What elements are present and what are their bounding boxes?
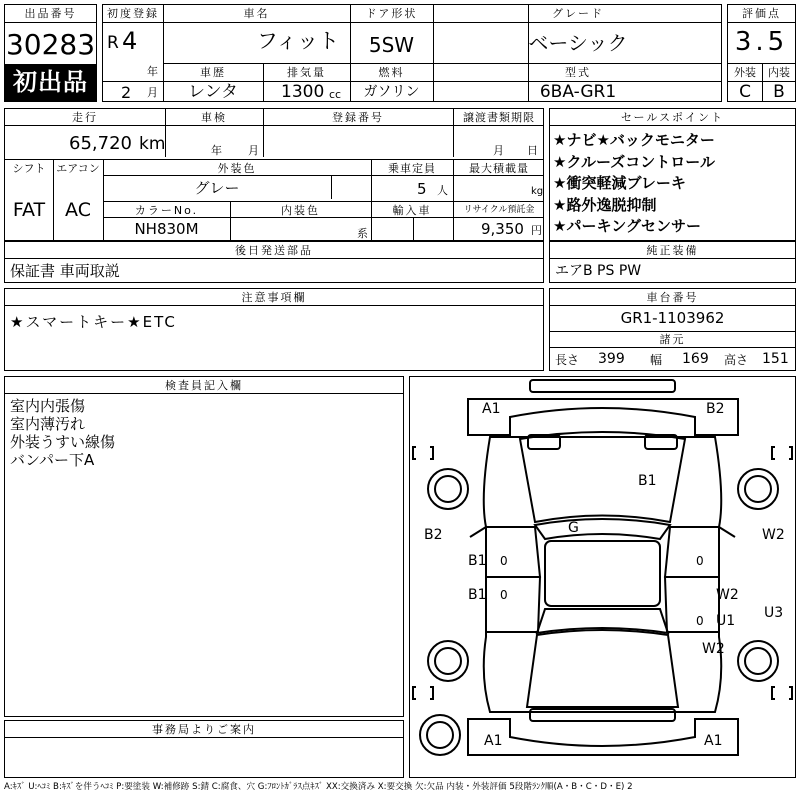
car-name: フィット	[256, 29, 340, 53]
mark-right-front-door: W2	[716, 587, 739, 603]
sales-points-label: セールスポイント	[620, 111, 724, 124]
first-registration-label: 初度登録	[107, 7, 159, 20]
mark-hood: B1	[638, 473, 657, 489]
later-parts: 保証書 車両取説	[10, 262, 120, 280]
door-handle-mark: 0	[696, 614, 704, 628]
mileage-label: 走行	[72, 111, 98, 124]
interior-color-label: 内装色	[281, 204, 320, 217]
interior-label: 内装	[768, 66, 790, 79]
caution-box	[4, 288, 544, 371]
capacity: 5	[417, 180, 427, 198]
sales-points-list	[553, 130, 715, 238]
displacement: 1300	[281, 82, 325, 102]
car-name-label: 車名	[243, 7, 270, 20]
width-label: 幅	[650, 353, 663, 367]
exterior-label: 外装	[734, 66, 756, 79]
mark-rear-left: A1	[484, 733, 503, 749]
length: 399	[598, 351, 625, 367]
transfer-month-unit: 月	[493, 144, 504, 157]
inspector-note: 室内薄汚れ	[10, 415, 86, 433]
first-listing-badge: 初出品	[4, 64, 97, 102]
capacity-label: 乗車定員	[388, 162, 436, 175]
caution-notes: ★スマートキー★ETC	[10, 313, 177, 331]
inspector-box	[4, 376, 404, 717]
mileage-unit: km	[139, 134, 166, 154]
model-code: 6BA-GR1	[539, 82, 617, 102]
capacity-unit: 人	[437, 184, 448, 197]
mark-left-rear-door: B1	[468, 587, 487, 603]
year-unit: 年	[147, 65, 158, 78]
length-label: 長さ	[555, 353, 580, 367]
mark-roof: G	[568, 520, 579, 536]
height-label: 高さ	[724, 353, 749, 367]
registration-month: 2	[121, 83, 132, 102]
model-label: 型式	[565, 66, 591, 79]
lot-number: 30283	[5, 28, 96, 61]
mark-right-rear-door: U1	[716, 613, 736, 629]
displacement-label: 排気量	[287, 66, 326, 79]
history: レンタ	[188, 82, 238, 102]
ac-label: エアコン	[56, 162, 100, 175]
exterior-grade: C	[739, 82, 751, 102]
office-notice-label: 事務局よりご案内	[152, 723, 256, 736]
door-handle-mark: 0	[500, 588, 508, 602]
exterior-color-label: 外装色	[217, 162, 257, 175]
color-number: NH830M	[134, 220, 199, 238]
max-load-unit: kg	[531, 186, 544, 197]
score: 3.5	[734, 27, 789, 57]
shift: FAT	[12, 199, 46, 221]
max-load-label: 最大積載量	[469, 162, 529, 175]
mark-front-left: A1	[482, 401, 501, 417]
door-handle-mark: 0	[696, 554, 704, 568]
transfer-day-unit: 日	[527, 144, 538, 157]
registration-year: 4	[122, 27, 138, 55]
caution-label: 注意事項欄	[241, 291, 307, 304]
mileage: 65,720	[69, 133, 132, 154]
specs-label: 諸元	[659, 333, 686, 346]
later-parts-box	[4, 241, 544, 283]
door-label: ドア形状	[365, 7, 418, 20]
inspector-note: バンパー下A	[10, 451, 95, 469]
shift-label: シフト	[12, 162, 46, 175]
color-number-label: カラーNo.	[134, 204, 199, 217]
door-handle-mark: 0	[500, 554, 508, 568]
month-unit: 月	[147, 86, 158, 99]
ac: AC	[65, 199, 91, 221]
sales-point: ★クルーズコントロール	[553, 152, 715, 171]
mark-right-side: W2	[762, 527, 785, 543]
inspection-month-unit: 月	[248, 144, 259, 157]
inspector-note: 外装うすい線傷	[10, 433, 116, 451]
legend: A:ｷｽﾞ U:ﾍｺﾐ B:ｷｽﾞを伴うﾍｺﾐ P:要塗装 W:補修跡 S:錆 C:腐食、穴 G:ﾌﾛﾝﾄｶﾞﾗｽ点ｷｽﾞ XX:交換済み X:要交換 欠:欠品 内装・外装評価 5段階ﾗﾝｸ順(A・B・C・D・E) 2	[4, 782, 633, 792]
mark-front-right: B2	[706, 401, 725, 417]
sales-point: ★パーキングセンサー	[553, 217, 701, 235]
recycle-label: リサイクル預託金	[463, 205, 535, 215]
mark-rear-quarter: W2	[702, 641, 725, 657]
recycle-unit: 円	[531, 224, 542, 237]
import-label: 輸入車	[392, 204, 432, 217]
door-type: 5SW	[368, 33, 415, 57]
exterior-color: グレー	[194, 179, 240, 197]
sales-point: ★ナビ★バックモニター	[553, 131, 715, 149]
plate-label: 登録番号	[332, 111, 384, 124]
mark-left-front-door: B1	[468, 553, 487, 569]
grade: ベーシック	[528, 31, 628, 55]
equipment-label: 純正装備	[646, 244, 699, 257]
inspector-notes	[10, 397, 115, 469]
score-label: 評価点	[742, 7, 781, 20]
era: R	[107, 33, 119, 53]
inspector-label: 検査員記入欄	[165, 379, 243, 392]
sales-point: ★路外逸脱抑制	[553, 195, 657, 214]
car-diagram	[409, 376, 796, 778]
lot-number-label: 出品番号	[24, 7, 77, 20]
inspection-year-unit: 年	[211, 144, 222, 157]
history-label: 車歴	[200, 66, 226, 79]
score-box	[727, 4, 796, 102]
mark-right-quarter: U3	[764, 605, 784, 621]
office-notice-box	[4, 720, 404, 778]
chassis-label: 車台番号	[646, 291, 699, 304]
car-diagram-drawing	[410, 377, 795, 777]
sales-point: ★衝突軽減ブレーキ	[553, 174, 686, 192]
displacement-unit: cc	[329, 88, 342, 101]
fuel: ガソリン	[363, 84, 420, 100]
equipment-box	[549, 241, 796, 283]
sales-points-box	[549, 108, 796, 241]
grade-label: グレード	[552, 7, 604, 20]
main-header-table	[102, 4, 722, 102]
equipment: エアB PS PW	[555, 263, 642, 279]
height: 151	[762, 351, 789, 367]
inspector-note: 室内内張傷	[10, 397, 86, 415]
vehicle-details-table	[4, 108, 544, 241]
later-parts-label: 後日発送部品	[235, 244, 313, 257]
fuel-label: 燃料	[378, 66, 405, 79]
interior-grade: B	[773, 82, 785, 102]
transfer-label: 譲渡書類期限	[463, 111, 535, 124]
chassis-box	[549, 288, 796, 371]
interior-color-unit: 系	[357, 227, 368, 240]
mark-left-side: B2	[424, 527, 443, 543]
chassis-number: GR1-1103962	[620, 309, 725, 327]
mark-rear-right: A1	[704, 733, 723, 749]
recycle-fee: 9,350	[481, 220, 524, 238]
inspection-label: 車検	[201, 111, 227, 124]
width: 169	[682, 351, 709, 367]
